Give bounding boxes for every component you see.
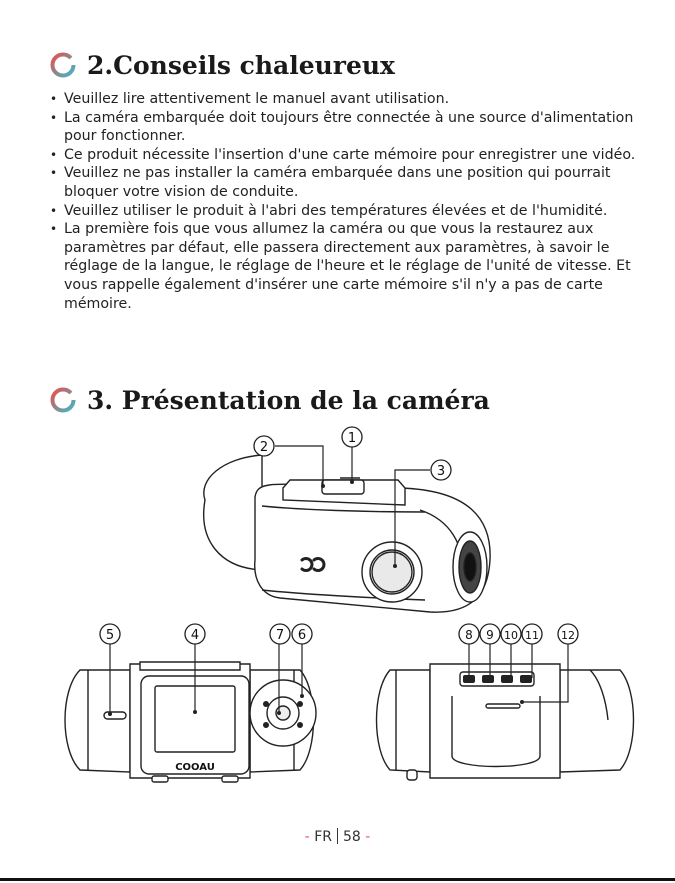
brand-label: COOAU [175, 762, 215, 773]
section-title: 2.Conseils chaleureux [87, 50, 395, 80]
callout-7: 7 [275, 628, 285, 643]
footer-dash: - [304, 829, 310, 845]
footer-divider [337, 828, 338, 844]
callout-8: 8 [465, 628, 473, 642]
callout-4: 4 [190, 628, 200, 643]
camera-bottom-illustration [360, 600, 660, 800]
bottom-rule [0, 878, 675, 881]
footer-dash: - [365, 829, 371, 845]
callout-3: 3 [436, 464, 446, 479]
tip-item: • Ce produit nécessite l'insertion d'une carte mémoire pour enregistrer une vidéo. [48, 146, 638, 165]
callout-5: 5 [105, 628, 115, 643]
page-number: 58 [342, 829, 361, 845]
callout-11: 11 [525, 629, 539, 642]
callout-6: 6 [297, 628, 307, 643]
tip-item: • La caméra embarquée doit toujours être connectée à une source d'alimentation pour fonctionner. [48, 109, 638, 146]
callout-1: 1 [347, 431, 357, 446]
tip-item: • Veuillez utiliser le produit à l'abri des températures élevées et de l'humidité. [48, 202, 638, 221]
callout-2: 2 [259, 440, 269, 455]
tip-item: • Veuillez ne pas installer la caméra embarquée dans une position qui pourrait bloquer votre vision de conduite. [48, 164, 638, 201]
camera-rear-illustration [0, 600, 340, 800]
callout-9: 9 [486, 628, 494, 642]
tip-item: • Veuillez lire attentivement le manuel avant utilisation. [48, 90, 638, 109]
page-footer [0, 828, 675, 845]
section-title: 3. Présentation de la caméra [87, 385, 490, 415]
tip-item: • La première fois que vous allumez la caméra ou que vous la restaurez aux paramètres par défaut, elle passera directement aux paramètres, à savoir le réglage de la langue, le réglage de l'heure et le réglage de l'unité de vitesse. Et vous rappelle également d'insérer une carte mémoire s'il n'y a pas de carte mémoire. [48, 220, 638, 313]
footer-lang: FR [314, 829, 332, 845]
callout-12: 12 [561, 629, 575, 642]
callout-10: 10 [504, 629, 518, 642]
